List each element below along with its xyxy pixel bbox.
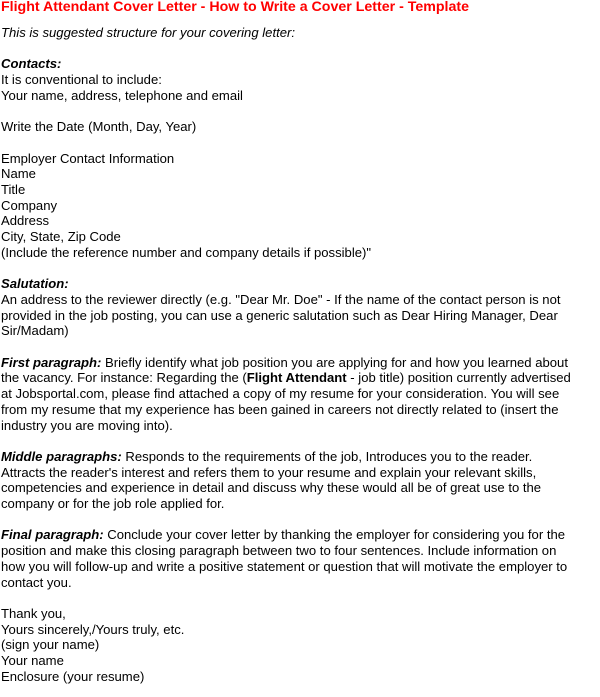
final-paragraph-heading: Final paragraph: xyxy=(1,527,104,543)
closing-line: Enclosure (your resume) xyxy=(1,668,145,684)
closing-section xyxy=(1,606,600,685)
employer-line: Title xyxy=(1,181,26,197)
closing-line: Yours sincerely,/Yours truly, etc. xyxy=(1,621,185,637)
salutation-line: An address to the reviewer directly (e.g. "Dear Mr. Doe" - If the name of the contact person is not xyxy=(1,291,561,307)
first-paragraph-section xyxy=(1,355,600,434)
employer-line: Company xyxy=(1,197,58,213)
date-instruction: Write the Date (Month, Day, Year) xyxy=(1,119,197,135)
middle-paragraph-line: Attracts the reader's interest and refers them to your resume and explain your relevant skills, xyxy=(1,464,537,480)
closing-line: Your name xyxy=(1,653,64,668)
first-paragraph-line: from my resume that my experience has been gained in careers not directly related to (insert the xyxy=(1,401,559,417)
middle-paragraphs-heading: Middle paragraphs: xyxy=(1,448,122,464)
first-paragraph-line: at Jobsportal.com, please find attached a copy of my resume for your consideration. You will see xyxy=(1,386,560,402)
document-title: Flight Attendant Cover Letter - How to Write a Cover Letter - Template xyxy=(1,0,469,15)
salutation-section xyxy=(1,276,600,339)
middle-paragraph-line: company or for the job role applied for. xyxy=(1,496,225,511)
contacts-line: Your name, address, telephone and email xyxy=(1,87,243,103)
spacer xyxy=(1,512,600,528)
employer-line: Name xyxy=(1,166,36,182)
final-paragraph-line: how you will follow-up and write a positive statement or question that will motivate the employer to xyxy=(1,558,568,574)
middle-paragraph-text: Responds to the requirements of the job, Introduces you to the reader. xyxy=(121,448,533,464)
employer-line: Employer Contact Information xyxy=(1,150,175,166)
employer-line: (Include the reference number and company details if possible)" xyxy=(1,244,372,260)
first-paragraph-line: industry you are moving into). xyxy=(1,417,173,433)
spacer xyxy=(1,339,600,355)
employer-line: City, State, Zip Code xyxy=(1,229,121,245)
spacer xyxy=(1,41,600,57)
spacer xyxy=(1,15,600,25)
spacer xyxy=(1,261,600,277)
contacts-heading: Contacts: xyxy=(1,56,62,72)
first-paragraph-text: the vacancy. For instance: Regarding the ( xyxy=(1,370,247,386)
final-paragraph-line: contact you. xyxy=(1,574,72,590)
first-paragraph-text: Briefly identify what job position you are applying for and how you learned about xyxy=(101,354,568,370)
salutation-line: Sir/Madam) xyxy=(1,323,69,339)
salutation-line: provided in the job posting, you can use a generic salutation such as Dear Hiring Manager, Dear xyxy=(1,307,558,323)
spacer xyxy=(1,104,600,120)
contacts-line: It is conventional to include: xyxy=(1,72,162,88)
intro-text: This is suggested structure for your covering letter: xyxy=(1,25,296,40)
final-paragraph-line: position and make this closing paragraph between two to four sentences. Include information on xyxy=(1,543,557,559)
final-paragraph-section xyxy=(1,527,600,590)
first-paragraph-text: - job title) position currently advertised xyxy=(346,370,571,386)
middle-paragraph-line xyxy=(1,449,600,465)
middle-paragraphs-section xyxy=(1,449,600,512)
first-paragraph-line xyxy=(1,355,600,371)
job-title-emphasis: Flight Attendant xyxy=(246,370,347,386)
middle-paragraph-line: competencies and experience in detail and discuss why these would all be of great use to the xyxy=(1,480,542,496)
closing-line: (sign your name) xyxy=(1,637,100,653)
first-paragraph-heading: First paragraph: xyxy=(1,354,102,370)
first-paragraph-line xyxy=(1,370,600,386)
employer-line: Address xyxy=(1,213,50,229)
contacts-section xyxy=(1,56,600,103)
spacer xyxy=(1,590,600,606)
final-paragraph-line xyxy=(1,527,600,543)
final-paragraph-text: Conclude your cover letter by thanking the employer for considering you for the xyxy=(103,527,566,543)
employer-section xyxy=(1,151,600,261)
closing-line: Thank you, xyxy=(1,605,66,621)
spacer xyxy=(1,433,600,449)
spacer xyxy=(1,135,600,151)
salutation-heading: Salutation: xyxy=(1,276,69,292)
